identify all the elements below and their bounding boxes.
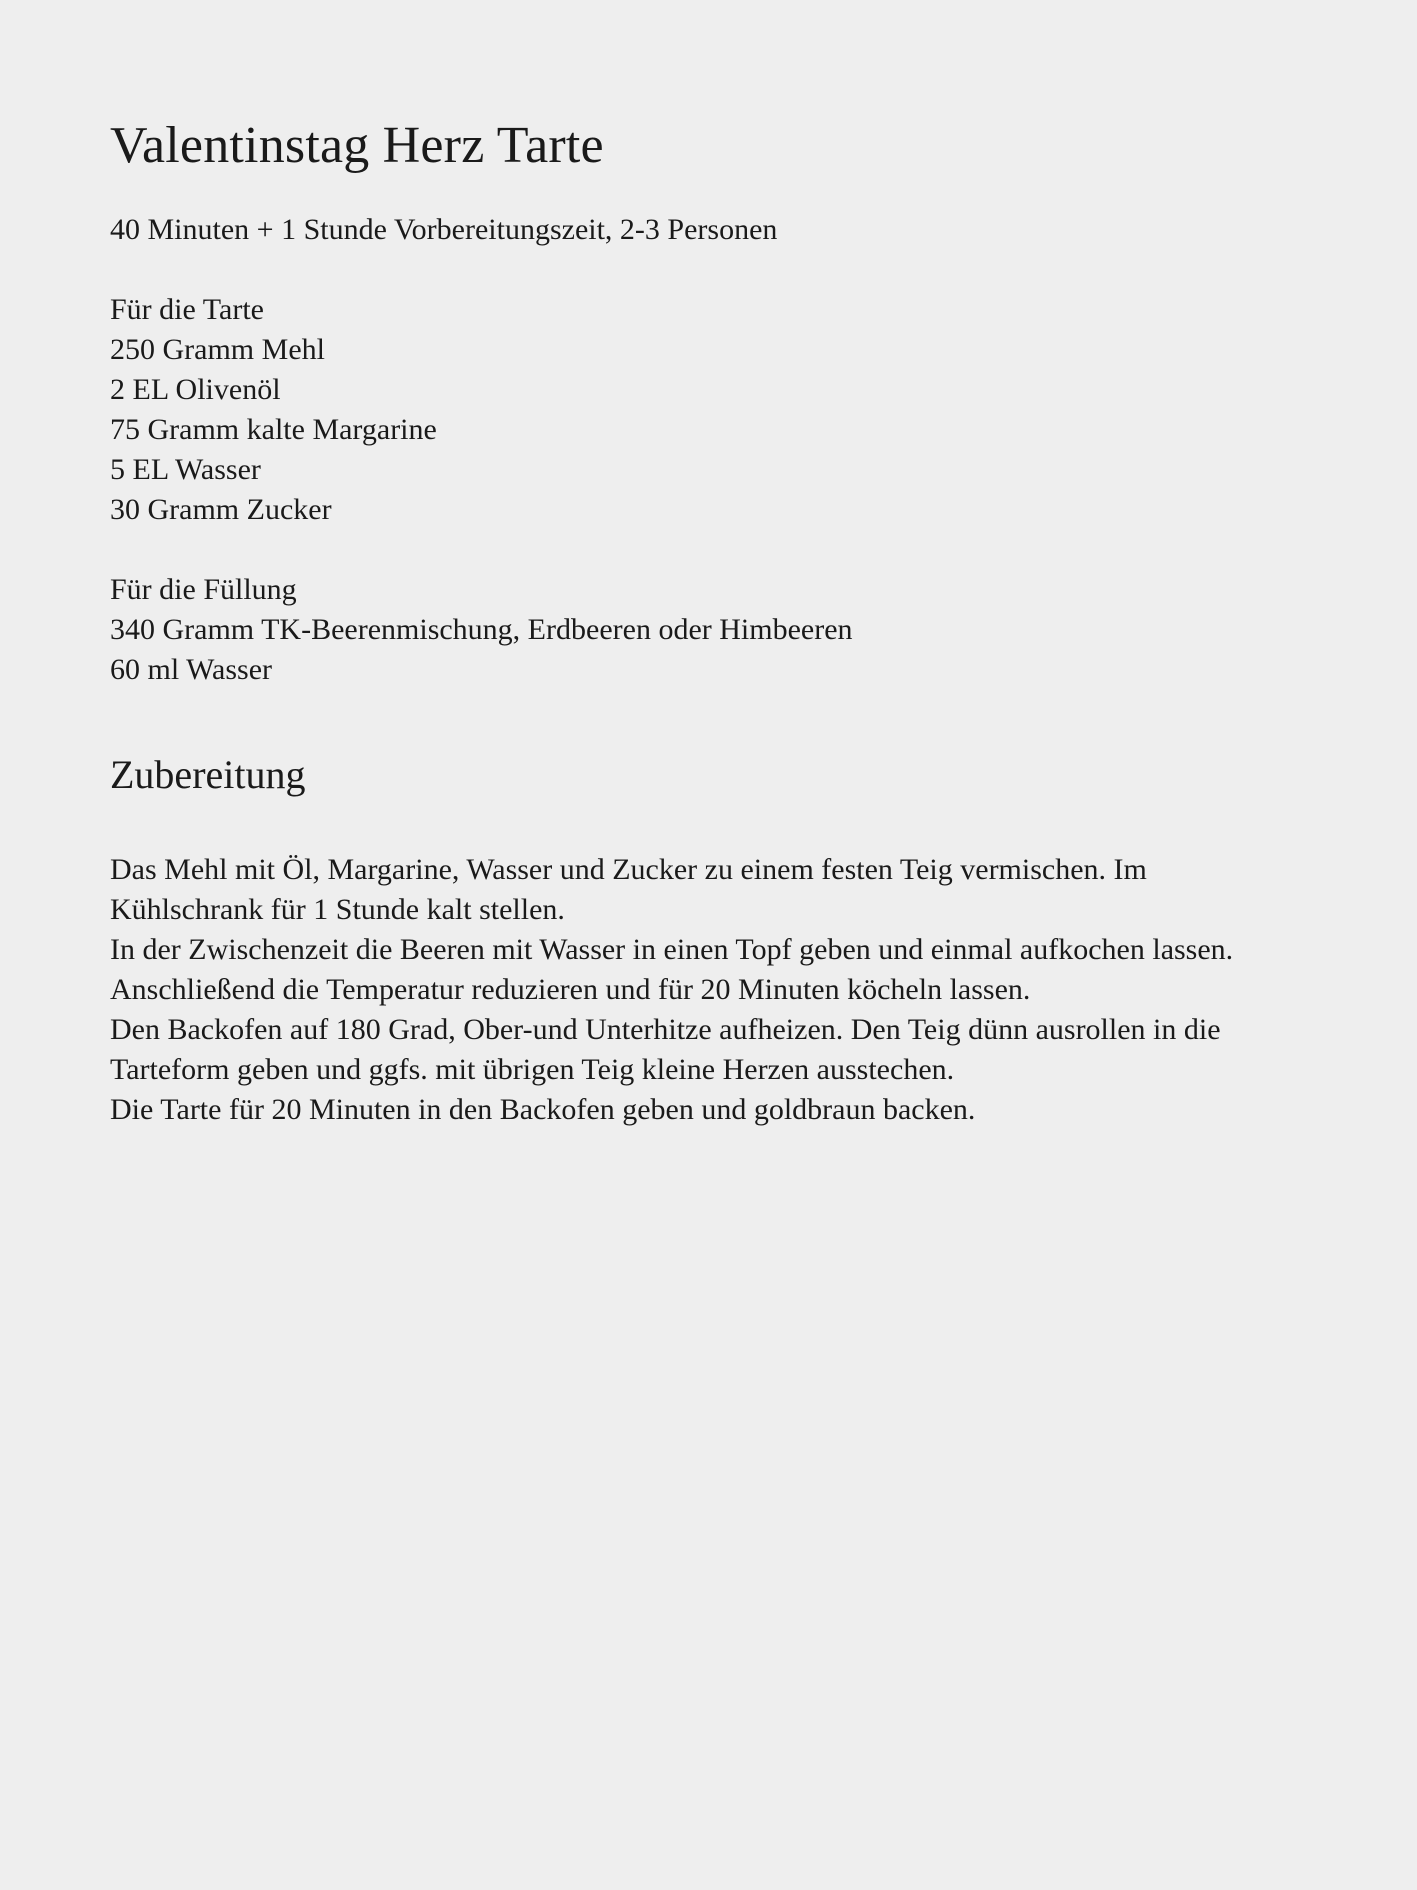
recipe-title: Valentinstag Herz Tarte xyxy=(110,117,604,174)
ingredient-item: 30 Gramm Zucker xyxy=(110,493,332,526)
preparation-step: Das Mehl mit Öl, Margarine, Wasser und Zucker zu einem festen Teig vermischen. Im Kühlschrank für 1 Stunde kalt stellen. xyxy=(110,853,1147,926)
ingredient-item: 2 EL Olivenöl xyxy=(110,373,281,406)
ingredients-tarte xyxy=(110,290,1307,530)
preparation-step: Die Tarte für 20 Minuten in den Backofen geben und goldbraun backen. xyxy=(110,1093,976,1126)
ingredient-item: 5 EL Wasser xyxy=(110,453,261,486)
preparation-step: Den Backofen auf 180 Grad, Ober-und Unterhitze aufheizen. Den Teig dünn ausrollen in die Tarteform geben und ggfs. mit übrigen Teig kleine Herzen ausstechen. xyxy=(110,1013,1221,1086)
ingredients-fuellung-heading: Für die Füllung xyxy=(110,573,297,606)
ingredient-item: 250 Gramm Mehl xyxy=(110,333,325,366)
preparation-steps xyxy=(110,850,1307,1130)
preparation-step: In der Zwischenzeit die Beeren mit Wasser in einen Topf geben und einmal aufkochen lassen. Anschließend die Temperatur reduzieren und für 20 Minuten köcheln lassen. xyxy=(110,933,1234,1006)
ingredients-tarte-heading: Für die Tarte xyxy=(110,293,264,326)
ingredient-item: 340 Gramm TK-Beerenmischung, Erdbeeren oder Himbeeren xyxy=(110,613,853,646)
preparation-heading: Zubereitung xyxy=(110,752,306,797)
ingredient-item: 75 Gramm kalte Margarine xyxy=(110,413,437,446)
ingredients-fuellung xyxy=(110,570,1307,690)
ingredient-item: 60 ml Wasser xyxy=(110,653,273,686)
recipe-time-servings: 40 Minuten + 1 Stunde Vorbereitungszeit, 2-3 Personen xyxy=(110,213,778,246)
